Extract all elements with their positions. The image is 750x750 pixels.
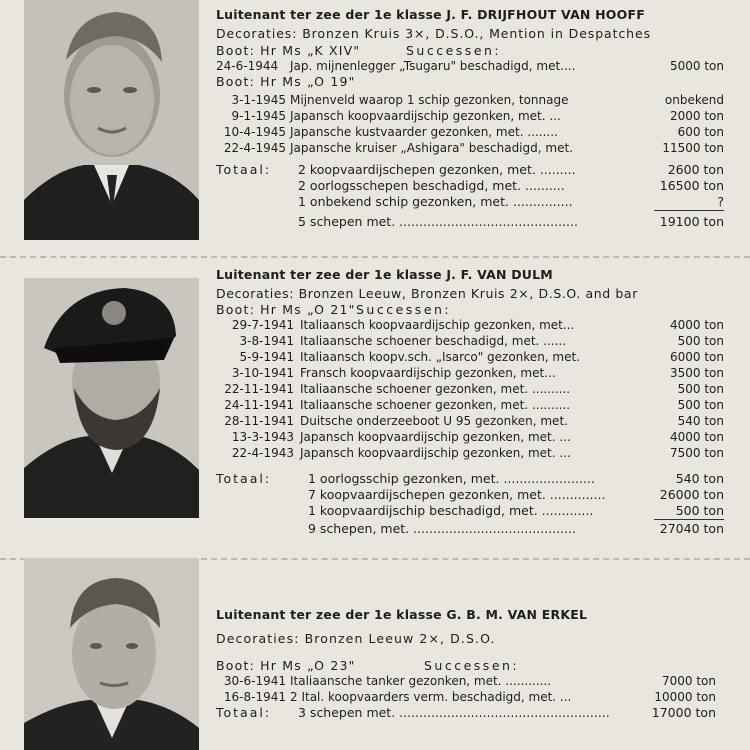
officer-portrait-icon	[24, 278, 199, 518]
success-row	[216, 397, 730, 413]
success-text: Italiaansche schoener beschadigd, met. ......	[300, 334, 567, 348]
boat-name: Boot: Hr Ms „K XIV"	[216, 43, 361, 58]
success-row	[216, 140, 730, 156]
boat-name: Boot: Hr Ms „O 21"	[216, 302, 356, 317]
total-tonnage: 17000 ton	[651, 705, 716, 720]
total-row	[216, 503, 730, 519]
total-row	[216, 162, 730, 178]
officer-portrait-icon	[24, 558, 199, 750]
success-date: 30-6-1941	[223, 674, 286, 688]
success-text: Italiaansche schoener gezonken, met. ..........	[300, 398, 571, 412]
success-row	[216, 92, 730, 108]
totals-label: Totaal:	[216, 705, 272, 720]
portrait-photo	[24, 558, 199, 750]
portrait-photo	[24, 0, 199, 240]
success-tonnage: onbekend	[664, 93, 724, 107]
total-tonnage: 500 ton	[654, 503, 724, 520]
officer-entry	[216, 607, 730, 721]
boat-line	[216, 302, 730, 317]
success-row	[216, 413, 730, 429]
success-tonnage: 4000 ton	[669, 430, 724, 444]
total-text: 9 schepen, met. .........................................	[308, 521, 577, 536]
success-tonnage: 10000 ton	[654, 690, 716, 704]
success-date: 24-11-1941	[224, 398, 294, 412]
success-tonnage: 500 ton	[677, 382, 724, 396]
total-text: 7 koopvaardijschepen gezonken, met. ..............	[308, 487, 606, 502]
success-date: 5-9-1941	[239, 350, 294, 364]
success-date: 9-1-1945	[231, 109, 286, 123]
total-tonnage: 27040 ton	[659, 521, 724, 536]
boat-name: Boot: Hr Ms „O 23"	[216, 658, 356, 673]
success-text: Mijnenveld waarop 1 schip gezonken, tonnage	[290, 93, 569, 107]
total-text: 3 schepen met. .....................................................	[298, 705, 610, 720]
total-text: 1 koopvaardijschip beschadigd, met. .............	[308, 503, 594, 518]
officer-title: Luitenant ter zee der 1e klasse J. F. DRIJFHOUT VAN HOOFF	[216, 7, 645, 22]
success-date: 22-4-1943	[231, 446, 294, 460]
success-text: Japansch koopvaardijschip gezonken, met. ...	[300, 430, 571, 444]
success-date: 22-4-1945	[223, 141, 286, 155]
success-row	[216, 365, 730, 381]
successes-label: Successen:	[406, 43, 502, 58]
officer-entry	[216, 7, 730, 230]
success-text: Italiaansche schoener gezonken, met. ..........	[300, 382, 571, 396]
success-date: 3-1-1945	[231, 93, 286, 107]
success-text: Fransch koopvaardijschip gezonken, met...	[300, 366, 556, 380]
success-text: 2 Ital. koopvaarders verm. beschadigd, met. ...	[290, 690, 572, 704]
success-tonnage: 5000 ton	[669, 59, 724, 73]
success-tonnage: 500 ton	[677, 334, 724, 348]
success-row	[216, 124, 730, 140]
total-row	[216, 214, 730, 230]
success-text: Jap. mijnenlegger „Tsugaru" beschadigd, met....	[290, 59, 576, 73]
section-divider	[0, 256, 750, 258]
success-date: 3-8-1941	[239, 334, 294, 348]
boat-line	[216, 43, 730, 58]
total-tonnage: 540 ton	[675, 471, 724, 486]
success-row	[216, 58, 730, 74]
decorations: Decoraties: Bronzen Leeuw, Bronzen Kruis 2×, D.S.O. and bar	[216, 286, 638, 301]
decorations: Decoraties: Bronzen Kruis 3×, D.S.O., Mention in Despatches	[216, 26, 652, 41]
officer-title: Luitenant ter zee der 1e klasse J. F. VAN DULM	[216, 267, 553, 282]
success-tonnage: 6000 ton	[669, 350, 724, 364]
success-text: Italiaansche tanker gezonken, met. ............	[290, 674, 552, 688]
total-tonnage: 2600 ton	[667, 162, 724, 177]
success-date: 24-6-1944	[216, 59, 279, 73]
success-text: Japansch koopvaardijschip gezonken, met. ...	[290, 109, 561, 123]
success-text: Japansche kustvaarder gezonken, met. ........	[290, 125, 558, 139]
success-row	[216, 333, 730, 349]
success-row	[216, 445, 730, 461]
total-row	[216, 194, 730, 210]
success-tonnage: 11500 ton	[662, 141, 724, 155]
success-row	[216, 349, 730, 365]
total-text: 1 onbekend schip gezonken, met. ...............	[298, 194, 573, 209]
success-text: Italiaansch koopvaardijschip gezonken, met...	[300, 318, 575, 332]
success-date: 29-7-1941	[231, 318, 294, 332]
success-tonnage: 4000 ton	[669, 318, 724, 332]
success-tonnage: 7500 ton	[669, 446, 724, 460]
total-row	[216, 521, 730, 537]
officer-entry	[216, 267, 730, 537]
total-tonnage: ?	[654, 194, 724, 211]
success-text: Japansch koopvaardijschip gezonken, met. ...	[300, 446, 571, 460]
successes-label: Successen:	[424, 658, 520, 673]
totals-label: Totaal:	[216, 471, 272, 486]
total-text: 5 schepen met. .............................................	[298, 214, 578, 229]
totals-label: Totaal:	[216, 162, 272, 177]
success-tonnage: 500 ton	[677, 398, 724, 412]
success-date: 16-8-1941	[223, 690, 286, 704]
boat-name: Boot: Hr Ms „O 19"	[216, 74, 356, 89]
officer-portrait-icon	[24, 0, 199, 240]
boat-line	[216, 658, 730, 673]
success-row	[216, 317, 730, 333]
success-row	[216, 429, 730, 445]
total-tonnage: 16500 ton	[659, 178, 724, 193]
success-tonnage: 540 ton	[677, 414, 724, 428]
success-row	[216, 673, 730, 689]
success-row	[216, 108, 730, 124]
total-tonnage: 26000 ton	[659, 487, 724, 502]
total-row	[216, 178, 730, 194]
officer-title: Luitenant ter zee der 1e klasse G. B. M. VAN ERKEL	[216, 607, 588, 622]
success-tonnage: 2000 ton	[669, 109, 724, 123]
total-row	[216, 487, 730, 503]
total-tonnage: 19100 ton	[659, 214, 724, 229]
success-row	[216, 381, 730, 397]
success-date: 10-4-1945	[223, 125, 286, 139]
total-text: 2 koopvaardijschepen gezonken, met. .........	[298, 162, 576, 177]
success-tonnage: 3500 ton	[669, 366, 724, 380]
success-date: 13-3-1943	[231, 430, 294, 444]
success-tonnage: 600 ton	[677, 125, 724, 139]
success-date: 28-11-1941	[224, 414, 294, 428]
total-text: 1 oorlogsschip gezonken, met. .......................	[308, 471, 595, 486]
success-date: 22-11-1941	[224, 382, 294, 396]
success-text: Italiaansch koopv.sch. „Isarco" gezonken, met.	[300, 350, 581, 364]
success-tonnage: 7000 ton	[661, 674, 716, 688]
success-row	[216, 689, 730, 705]
success-text: Duitsche onderzeeboot U 95 gezonken, met.	[300, 414, 568, 428]
success-text: Japansche kruiser „Ashigara" beschadigd, met.	[290, 141, 573, 155]
portrait-photo	[24, 278, 199, 518]
total-text: 2 oorlogsschepen beschadigd, met. ..........	[298, 178, 565, 193]
success-date: 3-10-1941	[231, 366, 294, 380]
successes-label: Successen:	[356, 302, 452, 317]
total-row	[216, 705, 730, 721]
decorations: Decoraties: Bronzen Leeuw 2×, D.S.O.	[216, 631, 496, 646]
total-row	[216, 471, 730, 487]
